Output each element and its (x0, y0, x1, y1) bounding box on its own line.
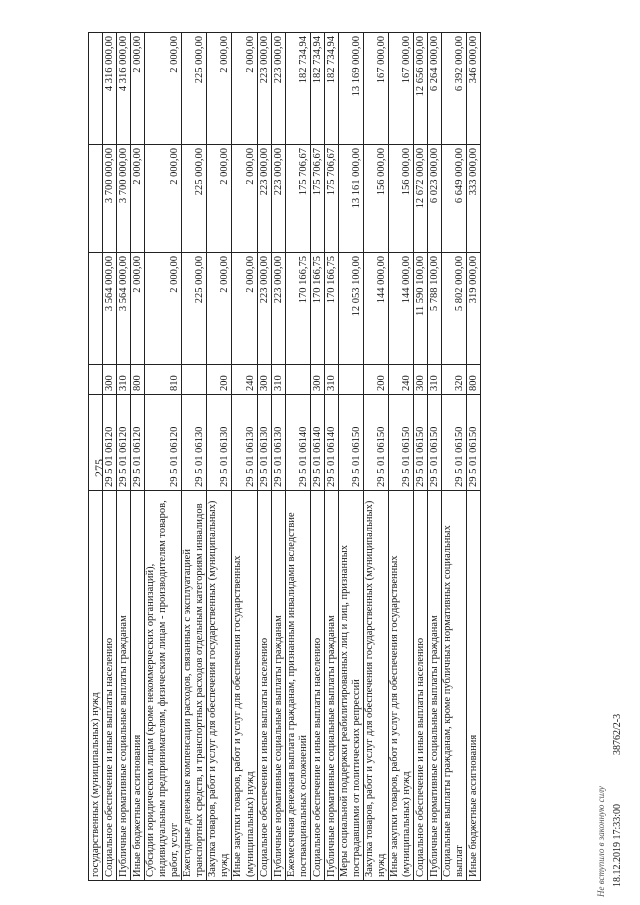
row-code-cell: 29 5 01 06150 (363, 395, 388, 491)
row-code-cell: 29 5 01 06150 (467, 395, 481, 491)
row-amount-2020-cell: 3 700 000,00 (117, 145, 131, 253)
row-vr-cell: 300 (103, 365, 117, 395)
footer-code: 38762/2-3 (612, 713, 623, 755)
row-code-cell: 29 5 01 06130 (271, 395, 285, 491)
row-code-cell: 29 5 01 06150 (338, 395, 363, 491)
row-code-cell: 29 5 01 06120 (131, 395, 145, 491)
row-amount-2020-cell: 223 000,00 (271, 145, 285, 253)
row-code-cell: 29 5 01 06130 (207, 395, 232, 491)
row-amount-2021-cell: 182 734,94 (285, 33, 310, 145)
table-row (324, 33, 338, 881)
row-amount-2021-cell: 182 734,94 (324, 33, 338, 145)
table-row (338, 33, 363, 881)
row-vr-cell: 310 (324, 365, 338, 395)
row-name-cell: Публичные нормативные социальные выплаты гражданам (428, 491, 442, 881)
row-amount-2020-cell: 175 706,67 (310, 145, 324, 253)
row-amount-2019-cell: 5 802 000,00 (442, 253, 467, 365)
row-amount-2020-cell: 2 000,00 (232, 145, 257, 253)
table-row (285, 33, 310, 881)
table-row (414, 33, 428, 881)
row-name-cell: Ежемесячная денежная выплата гражданам, признанным инвалидами вследствие поствакцинальных осложнений (285, 491, 310, 881)
row-amount-2021-cell: 182 734,94 (310, 33, 324, 145)
row-amount-2021-cell: 223 000,00 (257, 33, 271, 145)
table-row (363, 33, 388, 881)
row-amount-2021-cell: 2 000,00 (131, 33, 145, 145)
row-amount-2019-cell: 319 000,00 (467, 253, 481, 365)
row-name-cell: Иные закупки товаров, работ и услуг для обеспечения государственных (муниципальных) нужд (388, 491, 413, 881)
table-row (442, 33, 467, 881)
row-code-cell: 29 5 01 06150 (388, 395, 413, 491)
row-amount-2021-cell: 4 316 000,00 (117, 33, 131, 145)
row-code-cell: 29 5 01 06130 (232, 395, 257, 491)
row-name-cell: Социальное обеспечение и иные выплаты населению (257, 491, 271, 881)
row-vr-cell: 200 (207, 365, 232, 395)
row-amount-2020-cell: 3 700 000,00 (103, 145, 117, 253)
row-amount-2021-cell: 13 169 000,00 (338, 33, 363, 145)
row-amount-2019-cell: 5 788 100,00 (428, 253, 442, 365)
footer-date: 18.12.2019 17:33:00 (612, 803, 623, 887)
row-amount-2019-cell: 144 000,00 (363, 253, 388, 365)
row-name-cell: Социальное обеспечение и иные выплаты населению (310, 491, 324, 881)
row-amount-2019-cell (89, 253, 103, 365)
row-code-cell: 29 5 01 06120 (145, 395, 182, 491)
row-name-cell: Закупка товаров, работ и услуг для обеспечения государственных (муниципальных) нужд (363, 491, 388, 881)
row-amount-2021-cell: 2 000,00 (145, 33, 182, 145)
table-row (271, 33, 285, 881)
row-code-cell: 29 5 01 06140 (285, 395, 310, 491)
table-row (89, 33, 103, 881)
row-amount-2020-cell: 2 000,00 (145, 145, 182, 253)
row-amount-2019-cell: 12 053 100,00 (338, 253, 363, 365)
row-amount-2019-cell: 2 000,00 (207, 253, 232, 365)
row-name-cell: Иные бюджетные ассигнования (467, 491, 481, 881)
budget-table-body (89, 33, 481, 881)
table-row (257, 33, 271, 881)
row-amount-2020-cell: 2 000,00 (131, 145, 145, 253)
row-code-cell: 29 5 01 06150 (414, 395, 428, 491)
row-amount-2021-cell: 346 000,00 (467, 33, 481, 145)
row-amount-2021-cell: 223 000,00 (271, 33, 285, 145)
row-name-cell: государственных (муниципальных) нужд (89, 491, 103, 881)
row-vr-cell: 300 (257, 365, 271, 395)
row-amount-2019-cell: 3 564 000,00 (103, 253, 117, 365)
row-code-cell: 29 5 01 06130 (257, 395, 271, 491)
row-amount-2020-cell: 175 706,67 (285, 145, 310, 253)
row-code-cell: 29 5 01 06120 (117, 395, 131, 491)
row-name-cell: Меры социальной поддержки реабилитированных лиц и лиц, признанных пострадавшими от политических репрессий (338, 491, 363, 881)
table-row (131, 33, 145, 881)
row-vr-cell: 310 (271, 365, 285, 395)
table-row (182, 33, 207, 881)
row-code-cell (89, 395, 103, 491)
row-amount-2019-cell: 223 000,00 (257, 253, 271, 365)
row-amount-2021-cell: 167 000,00 (388, 33, 413, 145)
table-row (232, 33, 257, 881)
row-name-cell: Социальное обеспечение и иные выплаты населению (103, 491, 117, 881)
table-row (388, 33, 413, 881)
row-code-cell: 29 5 01 06150 (442, 395, 467, 491)
row-amount-2020-cell: 156 000,00 (388, 145, 413, 253)
row-name-cell: Иные бюджетные ассигнования (131, 491, 145, 881)
row-amount-2020-cell (89, 145, 103, 253)
table-row (117, 33, 131, 881)
row-amount-2021-cell: 2 000,00 (232, 33, 257, 145)
row-vr-cell: 320 (442, 365, 467, 395)
row-amount-2020-cell: 223 000,00 (257, 145, 271, 253)
row-vr-cell (89, 365, 103, 395)
row-amount-2019-cell: 225 000,00 (182, 253, 207, 365)
row-amount-2021-cell: 167 000,00 (363, 33, 388, 145)
row-vr-cell: 240 (388, 365, 413, 395)
table-row (103, 33, 117, 881)
row-amount-2019-cell: 170 166,75 (310, 253, 324, 365)
table-row (207, 33, 232, 881)
row-name-cell: Публичные нормативные социальные выплаты гражданам (117, 491, 131, 881)
table-row (310, 33, 324, 881)
row-amount-2020-cell: 333 000,00 (467, 145, 481, 253)
row-amount-2019-cell: 170 166,75 (285, 253, 310, 365)
row-amount-2020-cell: 2 000,00 (207, 145, 232, 253)
row-amount-2020-cell: 6 023 000,00 (428, 145, 442, 253)
row-amount-2019-cell: 170 166,75 (324, 253, 338, 365)
row-amount-2020-cell: 156 000,00 (363, 145, 388, 253)
table-row (467, 33, 481, 881)
stamp-mark: Не вступило в законную силу (596, 786, 606, 897)
row-vr-cell (285, 365, 310, 395)
row-code-cell: 29 5 01 06140 (324, 395, 338, 491)
row-name-cell: Ежегодные денежные компенсации расходов, связанных с эксплуатацией транспортных средств, и транспортных расходов отдельным категориям инвалидов (182, 491, 207, 881)
row-vr-cell: 310 (117, 365, 131, 395)
row-vr-cell (338, 365, 363, 395)
row-vr-cell: 200 (363, 365, 388, 395)
row-name-cell: Субсидии юридическим лицам (кроме некоммерческих организаций), индивидуальным предпринимателям, физическим лицам - производителям товаров, работ, услуг (145, 491, 182, 881)
row-amount-2021-cell: 6 392 000,00 (442, 33, 467, 145)
row-vr-cell: 810 (145, 365, 182, 395)
row-amount-2019-cell: 2 000,00 (131, 253, 145, 365)
row-amount-2019-cell: 3 564 000,00 (117, 253, 131, 365)
row-amount-2021-cell: 4 316 000,00 (103, 33, 117, 145)
row-vr-cell: 300 (414, 365, 428, 395)
row-amount-2020-cell: 13 161 000,00 (338, 145, 363, 253)
row-amount-2020-cell: 6 649 000,00 (442, 145, 467, 253)
row-name-cell: Публичные нормативные социальные выплаты гражданам (271, 491, 285, 881)
row-amount-2019-cell: 11 590 100,00 (414, 253, 428, 365)
row-amount-2021-cell: 225 000,00 (182, 33, 207, 145)
row-amount-2020-cell: 12 672 000,00 (414, 145, 428, 253)
row-amount-2021-cell (89, 33, 103, 145)
row-name-cell: Социальное обеспечение и иные выплаты населению (414, 491, 428, 881)
table-row (428, 33, 442, 881)
row-vr-cell (182, 365, 207, 395)
row-amount-2019-cell: 144 000,00 (388, 253, 413, 365)
row-amount-2020-cell: 175 706,67 (324, 145, 338, 253)
row-code-cell: 29 5 01 06150 (428, 395, 442, 491)
row-amount-2021-cell: 6 264 000,00 (428, 33, 442, 145)
row-amount-2021-cell: 12 656 000,00 (414, 33, 428, 145)
row-code-cell: 29 5 01 06130 (182, 395, 207, 491)
page-number: 275 (92, 459, 106, 477)
row-code-cell: 29 5 01 06120 (103, 395, 117, 491)
row-name-cell: Закупка товаров, работ и услуг для обеспечения государственных (муниципальных) нужд (207, 491, 232, 881)
row-amount-2019-cell: 223 000,00 (271, 253, 285, 365)
row-name-cell: Публичные нормативные социальные выплаты гражданам (324, 491, 338, 881)
row-code-cell: 29 5 01 06140 (310, 395, 324, 491)
row-vr-cell: 800 (131, 365, 145, 395)
row-amount-2019-cell: 2 000,00 (145, 253, 182, 365)
row-name-cell: Иные закупки товаров, работ и услуг для обеспечения государственных (муниципальных) нужд (232, 491, 257, 881)
row-vr-cell: 800 (467, 365, 481, 395)
row-amount-2020-cell: 225 000,00 (182, 145, 207, 253)
table-row (145, 33, 182, 881)
budget-table (88, 32, 481, 881)
row-vr-cell: 310 (428, 365, 442, 395)
row-name-cell: Социальные выплаты гражданам, кроме публичных нормативных социальных выплат (442, 491, 467, 881)
row-vr-cell: 240 (232, 365, 257, 395)
row-amount-2019-cell: 2 000,00 (232, 253, 257, 365)
row-amount-2021-cell: 2 000,00 (207, 33, 232, 145)
row-vr-cell: 300 (310, 365, 324, 395)
